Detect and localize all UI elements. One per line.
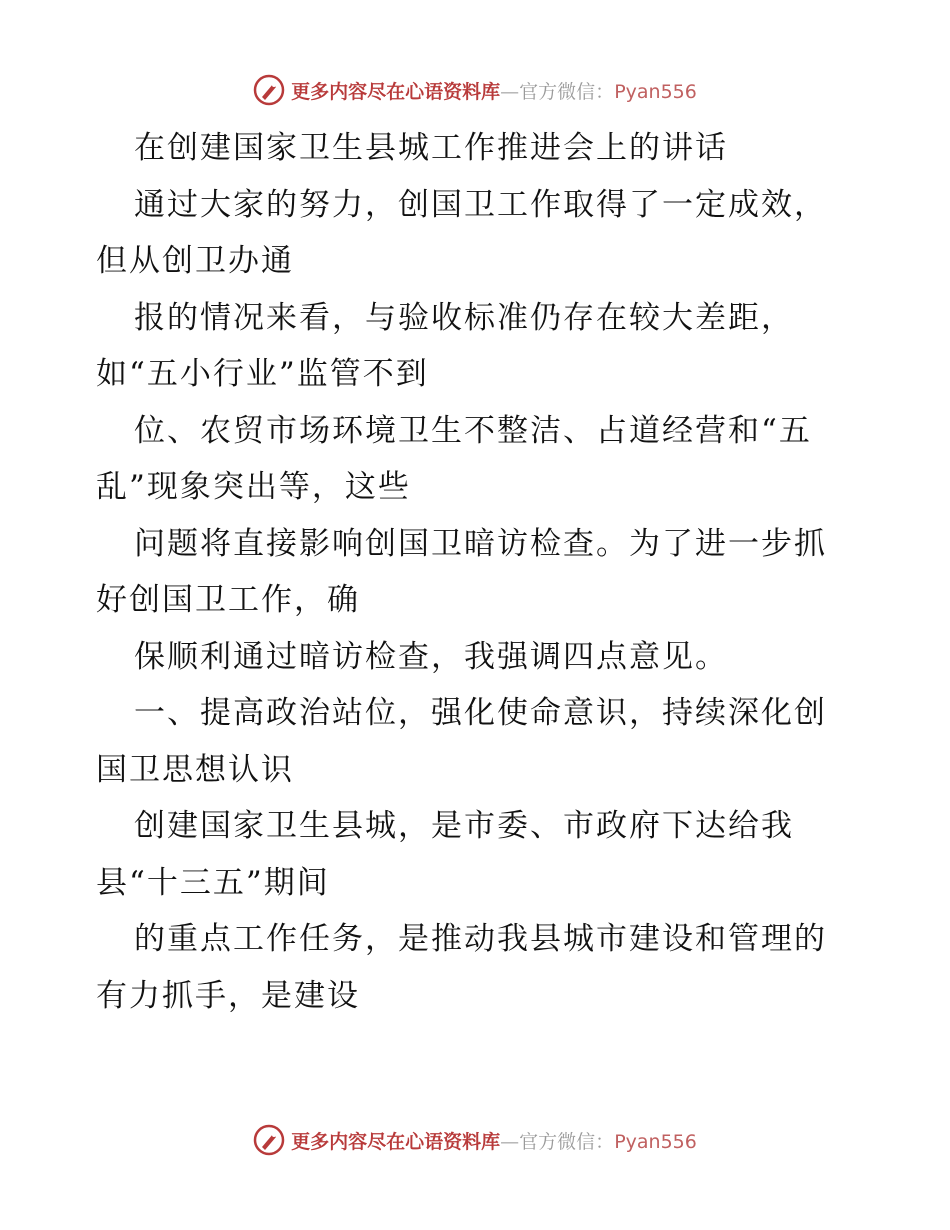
brand-text: 更多内容尽在心语资料库 (291, 1130, 501, 1153)
wechat-id: Pyan556 (614, 1130, 697, 1153)
wechat-label: 官方微信： (519, 80, 615, 103)
doc-line: 乱”现象突出等，这些 (96, 469, 411, 505)
doc-line-section-heading: 一、提高政治站位，强化使命意识，持续深化创 (134, 695, 827, 731)
doc-line-title: 在创建国家卫生县城工作推进会上的讲话 (134, 130, 728, 166)
doc-line: 的重点工作任务，是推动我县城市建设和管理的 (134, 921, 827, 957)
wechat-id: Pyan556 (614, 80, 697, 103)
pen-nib-logo-icon (253, 74, 285, 106)
doc-line: 创建国家卫生县城，是市委、市政府下达给我 (134, 808, 794, 844)
watermark-text (291, 77, 697, 104)
doc-line: 保顺利通过暗访检查，我强调四点意见。 (134, 638, 728, 675)
doc-line: 好创国卫工作，确 (96, 582, 360, 618)
wechat-label: 官方微信： (519, 1130, 615, 1153)
doc-line: 通过大家的努力，创国卫工作取得了一定成效， (134, 186, 827, 223)
doc-line: 问题将直接影响创国卫暗访检查。为了进一步抓 (134, 525, 827, 562)
doc-line: 如“五小行业”监管不到 (96, 356, 429, 392)
doc-line: 县“十三五”期间 (96, 864, 330, 901)
pen-nib-logo-icon (253, 1124, 285, 1156)
header-watermark-banner (0, 70, 950, 110)
footer-watermark-banner (0, 1120, 950, 1160)
separator-dash: — (500, 80, 520, 103)
separator-dash: — (500, 1130, 520, 1153)
doc-line-section-heading: 国卫思想认识 (96, 751, 294, 788)
doc-line: 但从创卫办通 (96, 243, 294, 279)
doc-line: 有力抓手，是建设 (96, 977, 360, 1014)
doc-line: 报的情况来看，与验收标准仍存在较大差距， (134, 299, 794, 336)
watermark-text (291, 1127, 697, 1154)
brand-text: 更多内容尽在心语资料库 (291, 80, 501, 103)
document-body (96, 120, 866, 1024)
doc-line: 位、农贸市场环境卫生不整洁、占道经营和“五 (134, 412, 812, 449)
